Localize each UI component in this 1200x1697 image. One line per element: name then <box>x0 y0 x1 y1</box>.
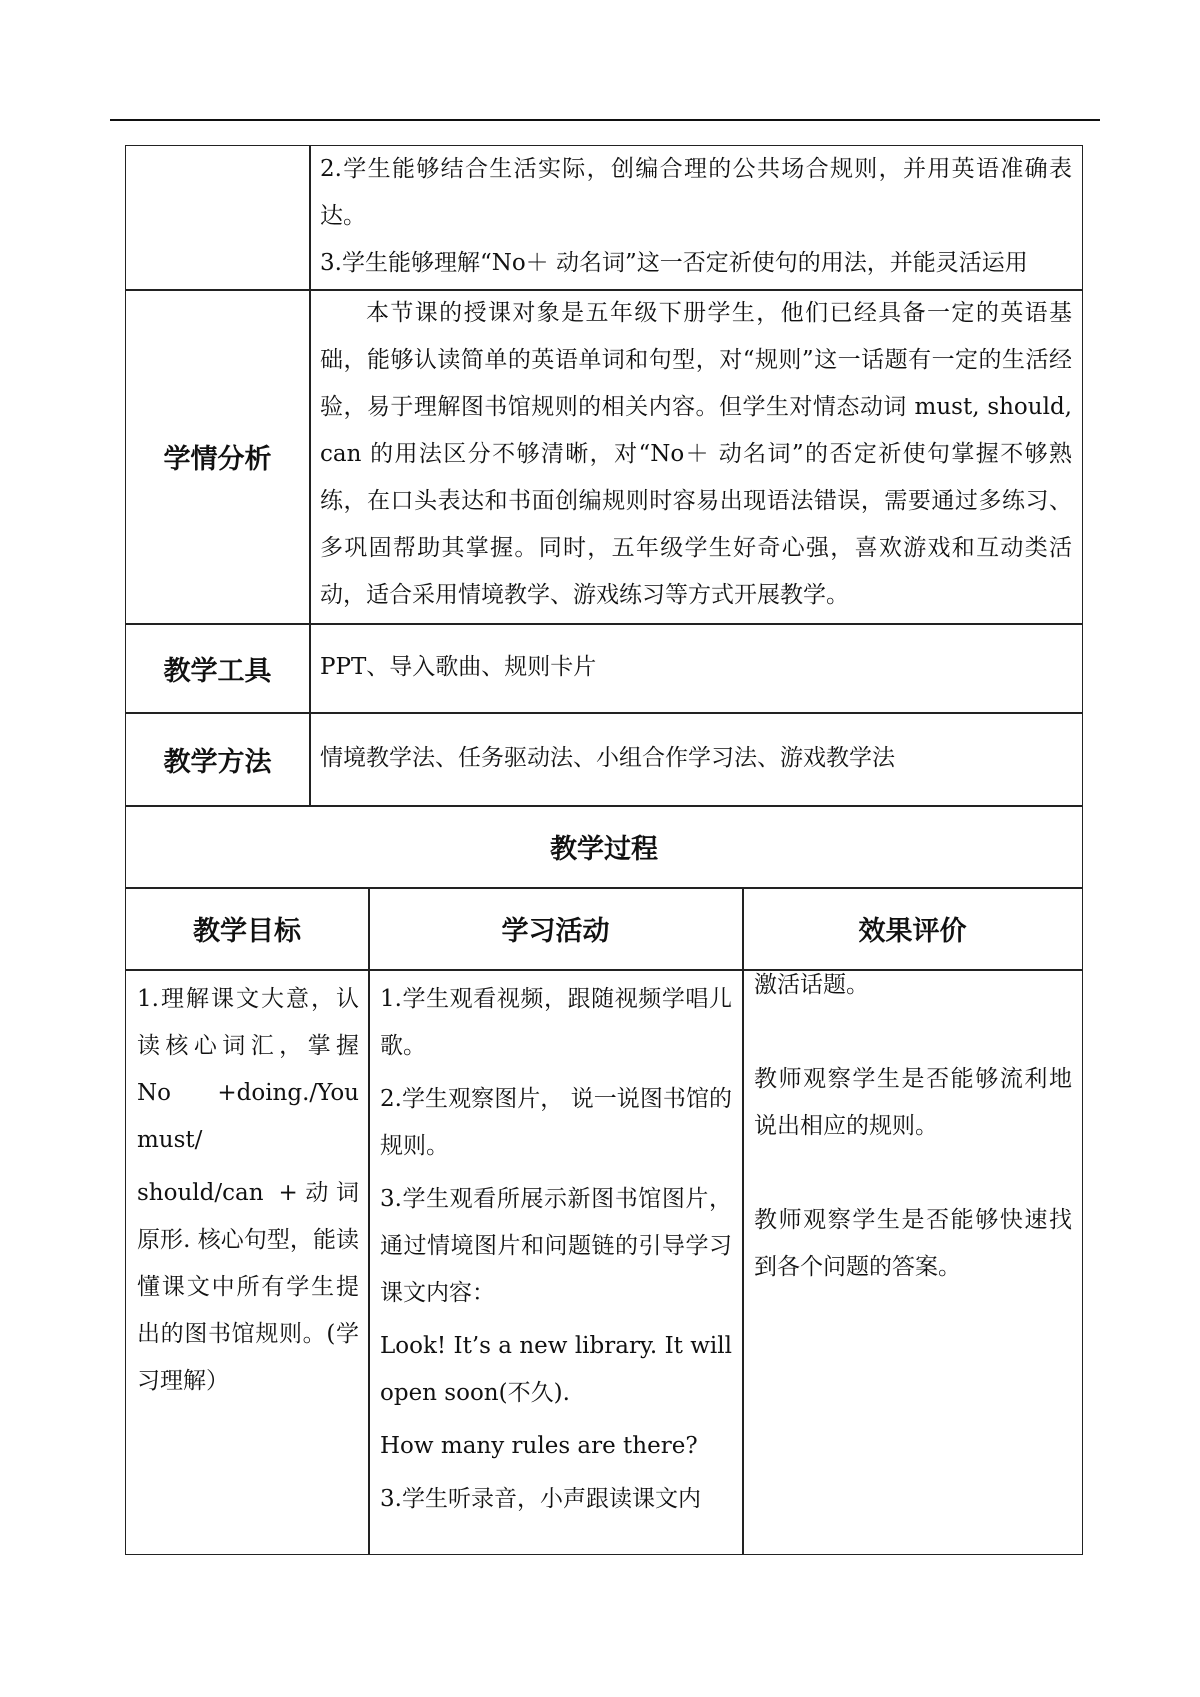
header-goals: 教学目标 <box>193 916 301 947</box>
activity-item: 3.学生听录音，小声跟读课文内 <box>380 1486 701 1512</box>
activity-item: How many rules are there? <box>380 1433 698 1459</box>
tools-text: PPT、导入歌曲、规则卡片 <box>320 654 597 680</box>
header-activities: 学习活动 <box>501 916 610 947</box>
goal-paragraph: should/can +动词原形. 核心句型，能读懂课文中所有学生提出的图书馆规则。(学习理解） <box>137 1180 359 1394</box>
activity-item: 1.学生观看视频，跟随视频学唱儿歌。 <box>380 986 732 1059</box>
analysis-label: 学情分析 <box>163 444 272 475</box>
objective-item-3: 3.学生能够理解“No＋ 动名词”这一否定祈使句的用法，并能灵活运用 <box>320 250 1028 276</box>
label-column-divider <box>309 145 311 805</box>
goal-paragraph: 1.理解课文大意，认读核心词汇，掌握 No +doing./You must/ <box>137 986 359 1153</box>
header-rule <box>110 119 1100 121</box>
objective-item-2: 2.学生能够结合生活实际，创编合理的公共场合规则，并用英语准确表达。 <box>320 156 1072 229</box>
evaluation-item: 教师观察学生是否能够快速找到各个问题的答案。 <box>754 1207 1072 1280</box>
analysis-paragraph: 本节课的授课对象是五年级下册学生，他们已经具备一定的英语基础，能够认读简单的英语单词和句型，对“规则”这一话题有一定的生活经验，易于理解图书馆规则的相关内容。但学生对情态动词 must, should, can 的用法区分不够清晰，对“No＋ 动名词”的否定祈使句掌握不够熟练，在口头表达和书面创编规则时容易出现语法错误，需要通过多练习、多巩固帮助其掌握。同时，五年级学生好奇心强，喜欢游戏和互动类活动，适合采用情境教学、游戏练习等方式开展教学。 <box>320 300 1072 608</box>
methods-label: 教学方法 <box>163 746 272 778</box>
tools-label: 教学工具 <box>163 655 272 687</box>
evaluation-column <box>754 962 1072 1291</box>
activity-item: 2.学生观察图片， 说一说图书馆的规则。 <box>380 1086 732 1159</box>
header-evaluation: 效果评价 <box>858 916 967 947</box>
activity-item: Look! It’s a new library. It will open soon(不久). <box>380 1333 732 1406</box>
goals-column <box>137 976 359 1405</box>
objectives-cell <box>320 146 1072 287</box>
column-divider <box>742 887 744 1555</box>
evaluation-item: 激活话题。 <box>754 972 869 998</box>
analysis-text <box>320 290 1072 619</box>
activity-item: 3.学生观看所展示新图书馆图片，通过情境图片和问题链的引导学习课文内容： <box>380 1186 732 1306</box>
activities-column <box>380 976 732 1523</box>
process-title: 教学过程 <box>550 834 658 865</box>
methods-text: 情境教学法、任务驱动法、小组合作学习法、游戏教学法 <box>320 745 895 771</box>
column-divider <box>368 887 370 1555</box>
evaluation-item: 教师观察学生是否能够流利地说出相应的规则。 <box>754 1066 1072 1139</box>
